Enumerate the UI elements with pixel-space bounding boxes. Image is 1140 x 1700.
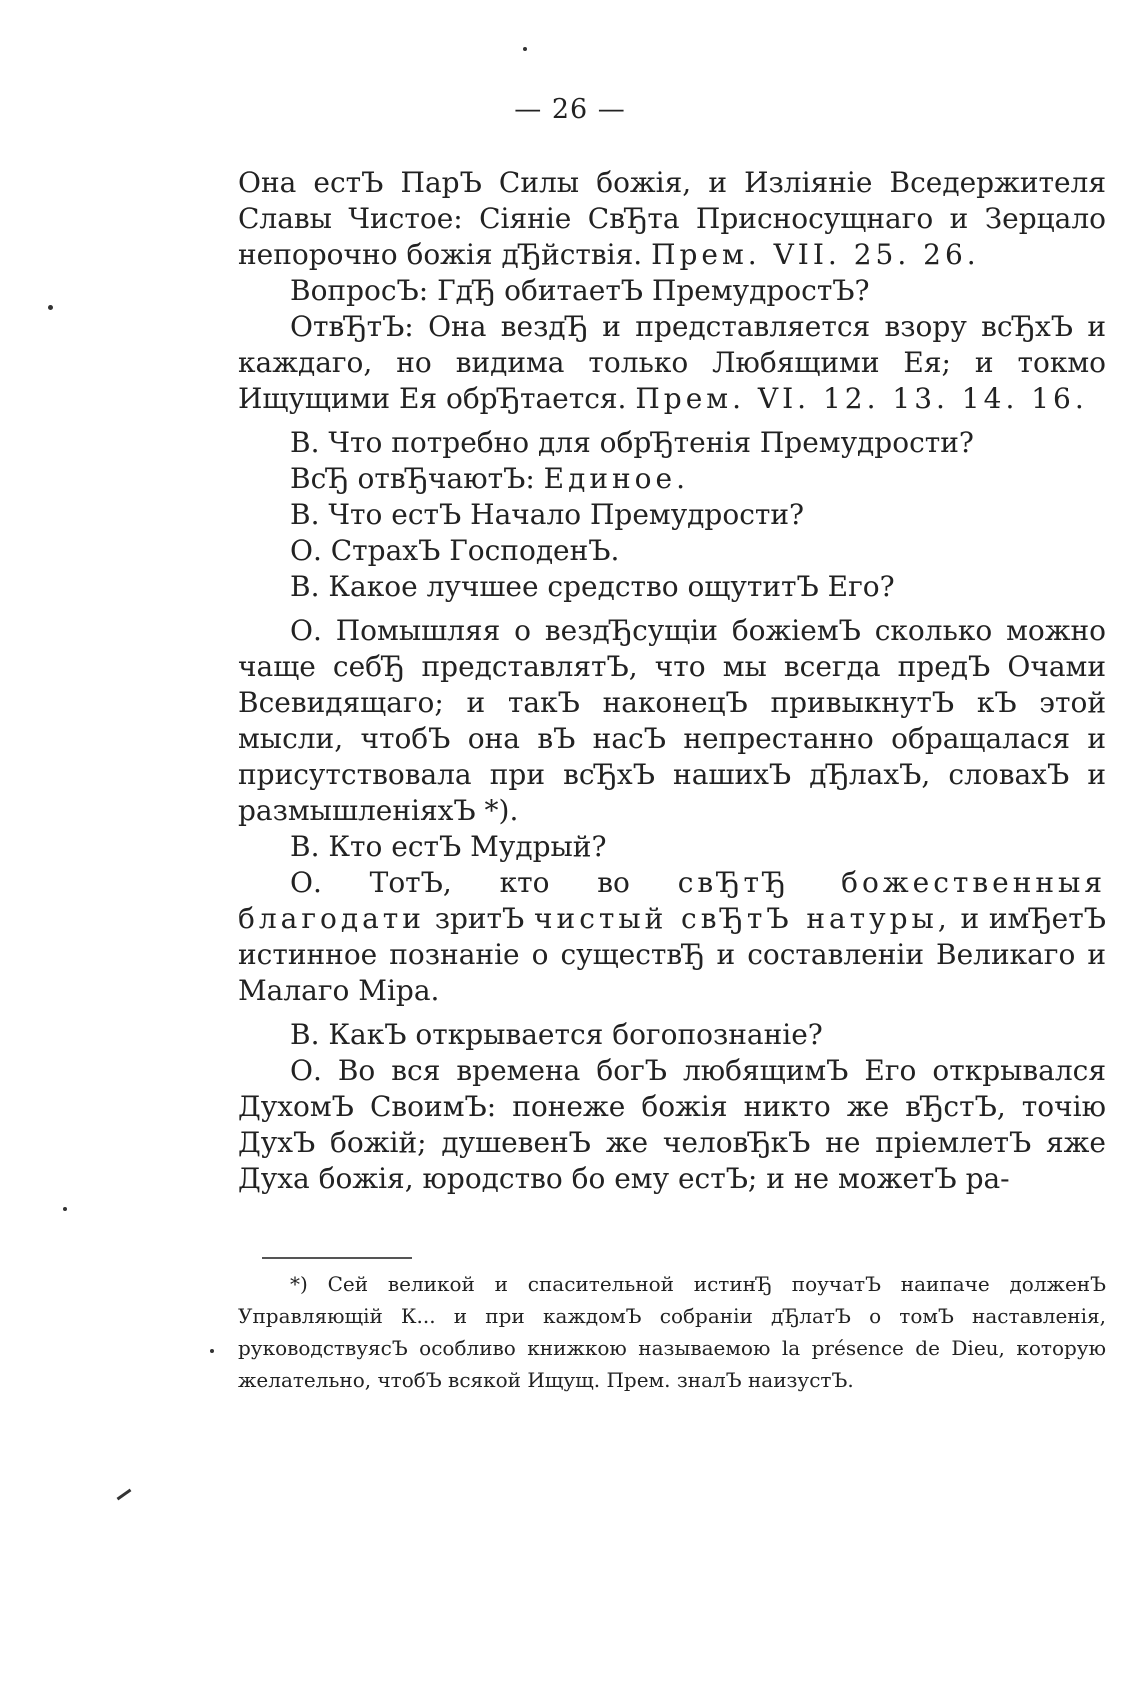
- answer-knowledge-of-god: [238, 1053, 1106, 1197]
- page-number: — 26 —: [514, 94, 626, 125]
- paragraph-text: О. Во вся времена богЪ любящимЪ Его открывался ДухомЪ СвоимЪ: понеже божія никто же вЂстЪ, точію ДухЪ божій; душевенЪ же человЂкЪ не пріемлетЪ яже Духа божія, юродство бо ему естЪ; и не можетЪ ра-: [238, 1054, 1106, 1195]
- print-speck: [523, 47, 527, 51]
- paragraph-text: В. КакЪ открывается богопознаніе?: [290, 1018, 823, 1051]
- paragraph-text: ОтвЂтЪ: Она вездЂ и представляется взору всЂхЪ и каждаго, но видима только Любящими Ея; и токмо Ищущими Ея обрЂтается.: [238, 310, 1106, 415]
- answer-fear-of-lord: [238, 533, 1106, 569]
- paragraph-text: В. Что потребно для обрЂтенія Премудрости?: [290, 426, 974, 459]
- question-beginning-of-wisdom: [238, 497, 1106, 533]
- answer-word: Единое.: [543, 462, 690, 495]
- scripture-reference: Прем. VII. 25. 26.: [651, 238, 980, 271]
- question-knowledge-of-god: [238, 1017, 1106, 1053]
- answer-constant-presence: [238, 613, 1106, 829]
- paragraph-text: ВопросЪ: ГдЂ обитаетЪ ПремудростЪ?: [290, 274, 870, 307]
- paragraph-text: В. Кто естЪ Мудрый?: [290, 830, 607, 863]
- paragraph-text: ВсЂ отвЂчаютЪ:: [290, 462, 535, 495]
- main-text: [238, 165, 1106, 1197]
- print-speck: [63, 1207, 67, 1211]
- paragraph-text: О. ТотЪ, кто во: [290, 866, 630, 899]
- print-speck: [210, 1349, 214, 1353]
- paragraph-text: В. Какое лучшее средство ощутитЪ Его?: [290, 570, 895, 603]
- paragraph-text: и имЂетЪ истинное познаніе о существЂ и составленіи Великаго и Малаго Міра.: [238, 902, 1106, 1007]
- paragraph-text: О. СтрахЪ ГосподенЪ.: [290, 534, 620, 567]
- question-needed-for-wisdom: [238, 425, 1106, 461]
- print-scratch: [117, 1489, 132, 1501]
- emphasized-phrase: свЂтЂ божественныя благодати: [238, 866, 1106, 935]
- footnote: *) Сей великой и спасительной истинЂ поучатЪ наипаче долженЪ Управляющій К... и при каждомЪ собраніи дЂлатЪ о томЪ наставленія, руководствуясЪ особливо книжкою называемою la présence de Dieu, которую желательно, чтобЪ всякой Ищущ. Прем. зналЪ наизустЪ.: [238, 1272, 1106, 1392]
- answer-wisdom-everywhere: [238, 309, 1106, 417]
- answer-who-is-wise: [238, 865, 1106, 1009]
- paragraph-text: зритЪ: [434, 902, 525, 935]
- paragraph-text: В. Что естЪ Начало Премудрости?: [290, 498, 805, 531]
- question-best-means: [238, 569, 1106, 605]
- paragraph-text: Она естЪ ПарЪ Силы божія, и Изліяніе Вседержителя Славы Чистое: Сіяніе СвЂта Присносущнаго и Зерцало непорочно божія дЂйствія.: [238, 166, 1106, 271]
- paragraph-text: О. Помышляя о вездЂсущіи божіемЪ сколько можно чаще себЂ представлятЪ, что мы всегда предЪ Очами Всевидящаго; и такЪ наконецЪ привыкнутЪ кЪ этой мысли, чтобЪ она вЪ насЪ непрестанно обращалася и присутствовала при всЂхЪ нашихЪ дЂлахЪ, словахЪ и размышленіяхЪ *).: [238, 614, 1106, 827]
- answer-all-reply: [238, 461, 1106, 497]
- paragraph-wisdom-definition: [238, 165, 1106, 273]
- question-where-wisdom-dwells: [238, 273, 1106, 309]
- emphasized-phrase: чистый свЂтЪ натуры,: [534, 902, 951, 935]
- question-who-is-wise: [238, 829, 1106, 865]
- scripture-reference: Прем. VI. 12. 13. 14. 16.: [635, 382, 1088, 415]
- print-speck: [48, 305, 53, 310]
- footnote-separator: [262, 1257, 412, 1259]
